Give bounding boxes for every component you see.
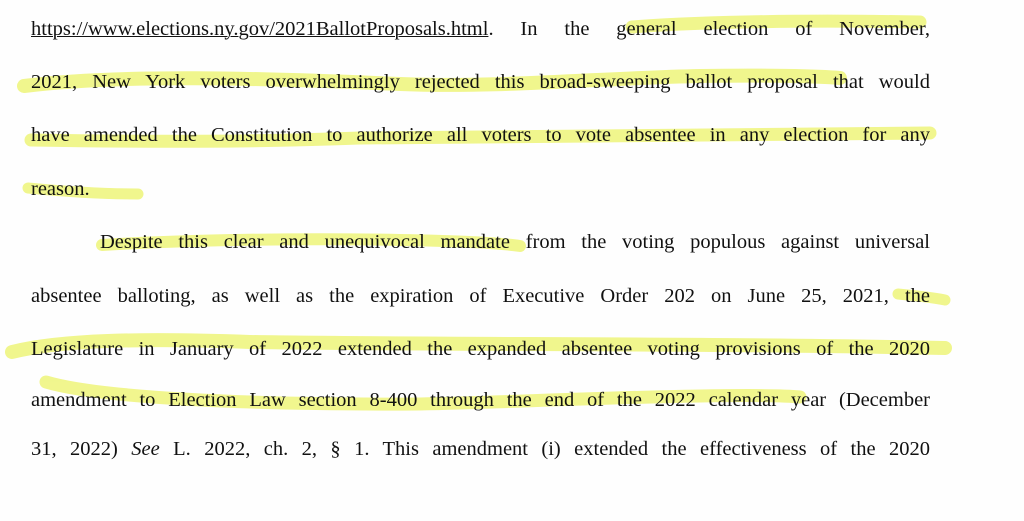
text-line: [31, 284, 930, 308]
text-line: [31, 123, 930, 147]
text-line-content: absentee balloting, as well as the expiration of Executive Order 202 on June 25, 2021, the: [31, 285, 930, 307]
text-line-content: L. 2022, ch. 2, § 1. This amendment (i) extended the effectiveness of the 2020: [159, 438, 930, 460]
text-line-content: amendment to Election Law section 8-400 through the end of the 2022 calendar year (December: [31, 389, 930, 411]
text-line: [31, 17, 930, 41]
text-line-content: 2021, New York voters overwhelmingly rejected this broad-sweeping ballot proposal that would: [31, 71, 930, 93]
text-line-content: Legislature in January of 2022 extended the expanded absentee voting provisions of the 2020: [31, 338, 930, 360]
text-line-content: have amended the Constitution to authorize all voters to vote absentee in any election for any: [31, 124, 930, 146]
text-line-content: Despite this clear and unequivocal mandate from the voting populous against universal: [100, 231, 930, 253]
text-line: [31, 177, 930, 201]
paragraph-first-line: [100, 230, 930, 254]
text-line: [31, 437, 930, 461]
text-line: [31, 388, 930, 412]
text-line-content: . In the general election of November,: [488, 18, 930, 40]
ballot-proposals-link[interactable]: https://www.elections.ny.gov/2021BallotProposals.html: [31, 18, 489, 40]
text-line: [31, 337, 930, 361]
text-line-content: reason.: [31, 178, 90, 200]
citation-signal: See: [131, 438, 160, 460]
text-line: [31, 70, 930, 94]
text-line-prefix: 31, 2022): [31, 438, 132, 460]
